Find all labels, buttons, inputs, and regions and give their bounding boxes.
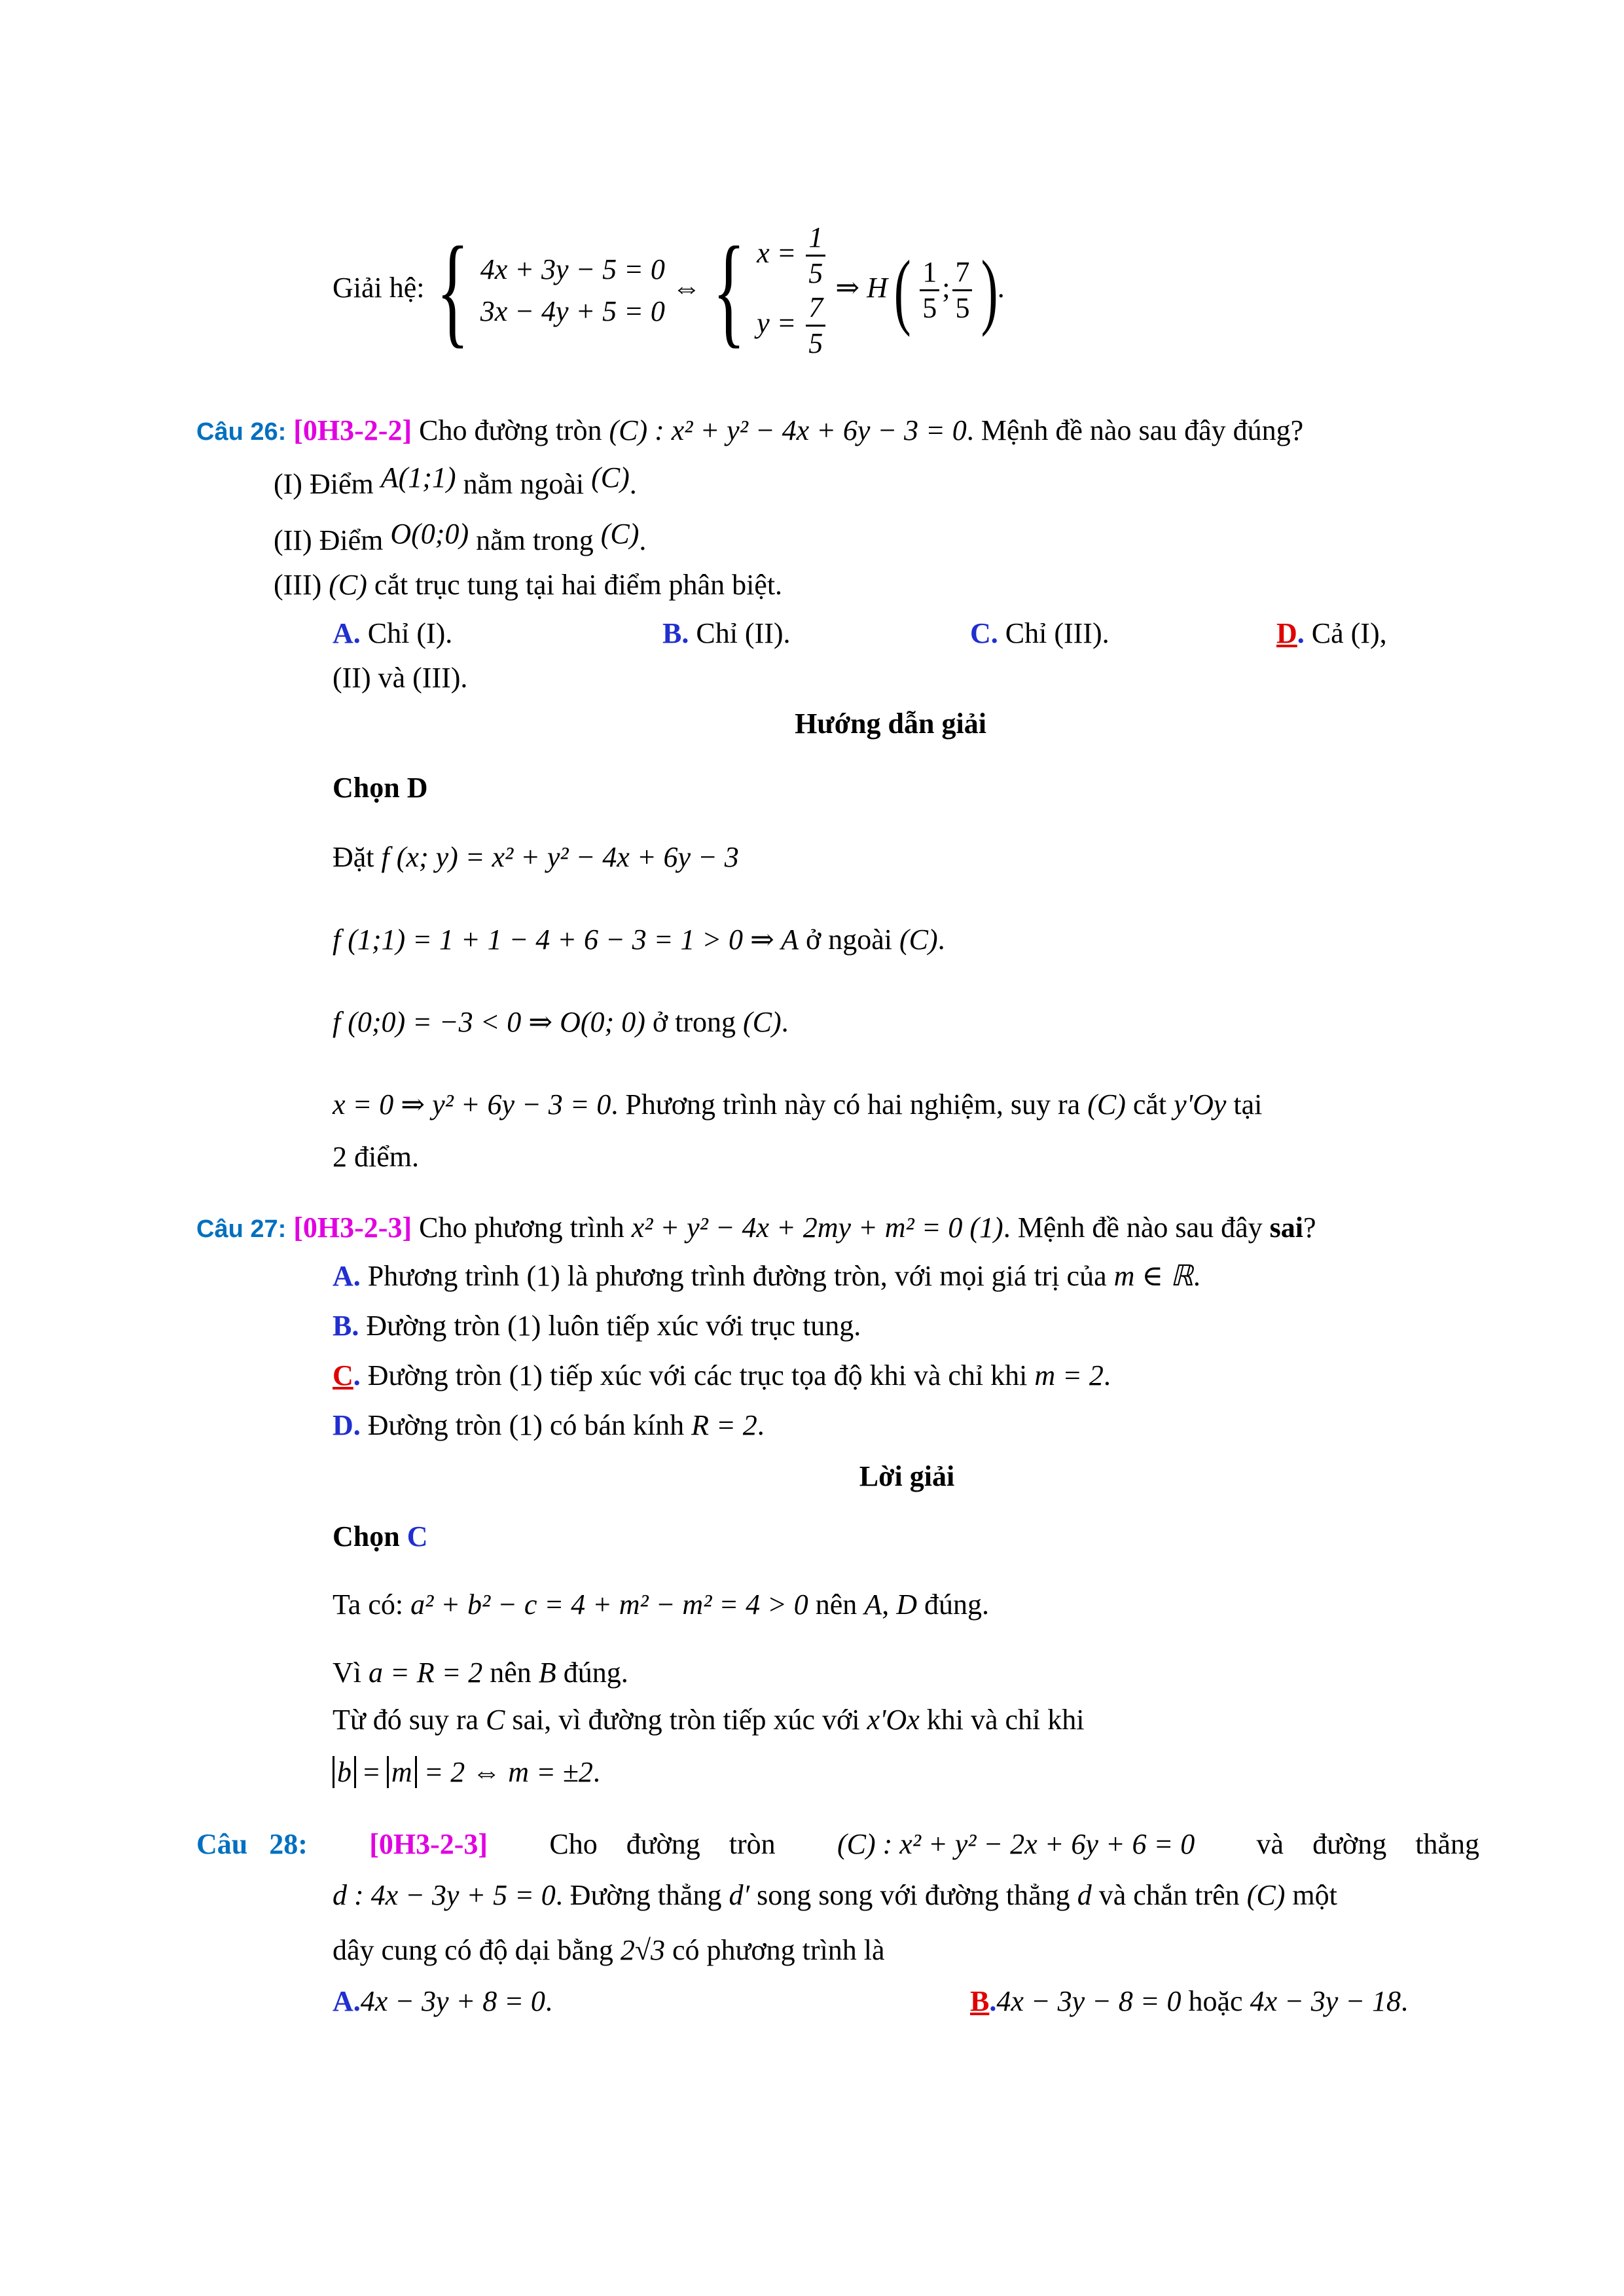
x-fraction [806,221,825,291]
q26-l4-cut: cắt [1132,1088,1167,1121]
h-num1: 1 [920,255,939,291]
x-den: 5 [808,257,823,289]
h-num2: 7 [952,255,972,291]
q28-l2-e: một [1292,1879,1337,1911]
q26-l2-c: (C) [899,924,938,956]
q26-option-c[interactable] [970,615,1110,652]
q28-option-b[interactable] [970,1983,1408,2020]
q28-dprime: d′ [729,1879,750,1911]
q27-l3-c: C [486,1704,505,1736]
q27-optA-math: m ∈ ℝ [1113,1260,1193,1292]
q27-tag: [0H3-2-3] [293,1211,412,1244]
q26-question: . Mệnh đề nào sau đây đúng? [966,414,1304,446]
q28-l3-b: có phương trình là [672,1934,885,1966]
q28-line-2 [333,1877,1337,1914]
q28-d2: d [1077,1879,1092,1911]
q26-choose-text: Chọn D [333,772,428,804]
q26-l1-pre: Đặt [333,841,374,873]
q26-optD-text: Cả (I), [1311,617,1387,649]
q27-sol-title [0,1458,1624,1495]
q28-l2-circle: (C) [1246,1879,1286,1911]
q27-l1-math: a² + b² − c = 4 + m² − m² = 4 > 0 [410,1588,808,1621]
q28-optA-label: A. [333,1985,361,2017]
q27-optD-1: (1) [509,1409,543,1441]
h-den2: 5 [955,292,970,325]
q26-l1-math: f (x; y) = x² + y² − 4x + 6y − 3 [381,841,739,873]
q28-stem-text: Cho đường tròn [549,1828,776,1860]
implies-h: ⇒ H [835,272,888,304]
iff-symbol: ⇔ [672,272,701,304]
y-solution [757,291,828,361]
s1-math: A(1;1) [380,461,456,493]
q26-optD-label: D [1276,617,1297,649]
q27-l1-a: A [864,1588,882,1621]
q26-equation: (C) : x² + y² − 4x + 6y − 3 = 0 [609,414,967,446]
open-paren: ( [893,243,911,338]
q26-sol-line-2: f (1;1) = 1 + 1 − 4 + 6 − 3 = 1 > 0 ⇒ A ở ngoài (C). [333,924,945,956]
y-fraction [806,291,825,361]
q26-stem [196,412,1303,450]
h-den1: 5 [922,292,937,325]
q27-l4-end: . [592,1756,600,1788]
q27-optC-text: Đường tròn [367,1359,502,1391]
q27-l1-pre: Ta có: [333,1588,404,1621]
q28-optB-end: . [1401,1985,1409,2017]
q27-stem [196,1210,1316,1247]
q27-optB-text: Đường tròn [366,1310,501,1342]
q27-option-a[interactable] [333,1258,1200,1295]
q27-optB-1: (1) [507,1310,541,1342]
q27-l2-pre: Vì [333,1657,361,1689]
s1-mid: nằm ngoài [463,468,585,500]
q26-optB-label: B. [662,617,689,649]
q27-l3-mid: sai, vì đường tròn tiếp xúc với [512,1704,860,1736]
q27-choose-letter: C [406,1520,428,1552]
q26-l4-math: x = 0 ⇒ y² + 6y − 3 = 0 [333,1088,611,1121]
system-solution [757,221,828,361]
s2-pre: (II) Điểm [274,524,384,556]
q26-optB-text: Chỉ (II). [696,617,791,649]
q27-optD-label: D. [333,1409,361,1441]
q26-optC-text: Chỉ (III). [1005,617,1110,649]
s2-mid: nằm trong [476,524,594,556]
q27-optA-end: . [1193,1260,1200,1292]
q28-stem [196,1826,1479,1863]
system-equations [480,249,665,332]
q26-optD-dot: . [1297,617,1305,649]
s3-pre: (III) [274,569,322,601]
s3-c: (C) [329,569,367,601]
q27-optA-rest: là phương trình đường tròn, với mọi giá trị của [567,1260,1107,1292]
q26-l2-math: f (1;1) = 1 + 1 − 4 + 6 − 3 = 1 > 0 ⇒ A [333,924,799,956]
q26-tag: [0H3-2-2] [293,414,412,446]
q28-optA-text: 4x − 3y + 8 = 0 [360,1985,545,2017]
y-eq: y = [757,306,797,339]
q26-l3-rest: ở trong [652,1006,736,1038]
q27-l4-eq: = [363,1756,380,1788]
q27-stem-text: Cho phương trình [419,1211,624,1244]
q26-option-d[interactable] [1276,615,1387,652]
q27-optD-math: R = 2 [691,1409,757,1441]
q27-sol-line-4 [333,1754,600,1791]
q28-optA-end: . [545,1985,552,2017]
q27-optD-text: Đường tròn [367,1409,502,1441]
left-brace-2: { [712,221,746,359]
q26-optA-label: A. [333,617,361,649]
q26-sol-line-1 [333,839,739,876]
q27-optC-dot: . [353,1359,361,1391]
q26-choose [333,770,428,806]
q28-optB-text: 4x − 3y − 8 = 0 [996,1985,1182,2017]
q27-optB-rest: luôn tiếp xúc với trục tung. [548,1310,861,1342]
q26-l3-c: (C) [743,1006,782,1038]
q26-l4-rest: . Phương trình này có hai nghiệm, suy ra [611,1088,1081,1121]
sol-title: Lời giải [859,1460,955,1492]
q27-equation: x² + y² − 4x + 2my + m² = 0 (1) [631,1211,1003,1244]
q26-statement-1: (I) Điểm A(1;1) nằm ngoài (C). [274,461,637,500]
q28-l2-c: và chắn trên [1098,1879,1240,1911]
q28-option-a[interactable] [333,1983,552,2020]
q26-l3-math: f (0;0) = −3 < 0 ⇒ O(0; 0) [333,1006,645,1038]
q27-label: Câu 27: [196,1215,287,1243]
h-frac2 [952,255,972,325]
q27-choose [333,1518,428,1555]
q28-tag: [0H3-2-3] [369,1828,488,1860]
q26-optD-cont: (II) và (III). [333,662,468,694]
guide-title: Hướng dẫn giải [795,708,986,740]
system-eq1: 4x + 3y − 5 = 0 [480,253,665,285]
q27-l2-b: B [538,1657,556,1689]
q28-label: Câu 28: [196,1828,308,1860]
q28-l3-math: 2√3 [620,1934,666,1966]
q26-option-d-cont [333,660,467,696]
q26-label: Câu 26: [196,418,287,446]
q27-l1-d: D [896,1588,917,1621]
q27-optC-1: (1) [509,1359,543,1391]
q27-l2-mid: nên [490,1657,532,1689]
q27-option-c[interactable] [333,1357,1111,1394]
q27-l3-pre: Từ đó suy ra [333,1704,479,1736]
q27-sol-line-2 [333,1655,628,1691]
q27-option-b[interactable] [333,1308,861,1344]
q27-l3-axis: x'Ox [867,1704,920,1736]
close-paren: ) [981,243,999,338]
q26-statement-2: (II) Điểm O(0;0) nằm trong (C). [274,518,647,556]
q28-optB-or: hoặc [1188,1985,1243,2017]
q26-sol-line-4 [333,1086,1262,1123]
q27-l2-end: đúng. [563,1657,628,1689]
q28-equation: (C) : x² + y² − 2x + 6y + 6 = 0 [837,1828,1195,1860]
q28-and-line: và đường thẳng [1256,1828,1479,1860]
y-den: 5 [808,327,823,360]
q27-optC-rest: tiếp xúc với các trục tọa độ khi và chỉ khi [549,1359,1028,1391]
s1-pre: (I) Điểm [274,468,374,500]
q28-optB-label: B [970,1985,990,2017]
q28-l3-a: dây cung có độ dại bằng [333,1934,613,1966]
q28-line-3 [333,1932,885,1969]
s2-c: (C) [600,518,640,550]
q26-optA-text: Chỉ (I). [367,617,453,649]
q26-l4-c: (C) [1087,1088,1126,1121]
x-solution [757,221,828,291]
q26-l4-axis: y'Oy [1174,1088,1227,1121]
q28-optB-2: 4x − 3y − 18 [1250,1985,1401,2017]
q27-l4-m: m [387,1756,417,1788]
q26-l5: 2 điểm. [333,1141,419,1173]
q26-sol-line-5 [333,1139,419,1175]
q26-l4-at: tại [1233,1088,1263,1121]
q27-optC-math: m = 2 [1034,1359,1104,1391]
s2-math: O(0;0) [390,518,469,550]
x-num: 1 [806,221,825,257]
q27-l2-math: a = R = 2 [369,1657,483,1689]
q27-optC-end: . [1103,1359,1111,1391]
q26-sol-line-3: f (0;0) = −3 < 0 ⇒ O(0; 0) ở trong (C). [333,1006,789,1038]
q27-l4-rest: = 2 ⇔ m = ±2 [424,1756,593,1788]
left-brace: { [436,221,469,359]
q27-optA-1: (1) [526,1260,560,1292]
q26-option-b[interactable] [662,615,791,652]
q28-l2-a: . Đường thẳng [555,1879,722,1911]
q27-l1-comma: , [882,1588,890,1621]
system-eq2: 3x − 4y + 5 = 0 [480,295,665,327]
s1-c: (C) [591,461,630,493]
q27-optB-label: B. [333,1310,359,1342]
q28-l2-b: song song với đường thẳng [757,1879,1070,1911]
h-sep: ; [942,272,950,304]
q27-sol-line-1 [333,1587,989,1623]
system-solution-line [333,196,1005,380]
h-frac1 [920,255,939,325]
q27-l1-mid: nên [815,1588,857,1621]
q27-optC-label: C [333,1359,353,1391]
q26-stem-text: Cho đường tròn [419,414,602,446]
q26-optC-label: C. [970,617,998,649]
solve-label: Giải hệ: [333,272,425,304]
y-num: 7 [806,291,825,327]
q27-option-d[interactable] [333,1407,765,1444]
q28-line-d: d : 4x − 3y + 5 = 0 [333,1879,556,1911]
s3-rest: cắt trục tung tại hai điểm phân biệt. [374,569,783,601]
x-eq: x = [757,236,797,269]
q27-optA-text: Phương trình [367,1260,520,1292]
q27-optA-label: A. [333,1260,361,1292]
q27-optD-end: . [757,1409,765,1441]
q27-sol-line-3 [333,1702,1084,1738]
q27-optD-rest: có bán kính [549,1409,685,1441]
top-end: . [997,272,1005,304]
q27-l4-b: b [333,1756,356,1788]
q26-guide-title [0,706,1624,742]
q27-l3-end: khi và chỉ khi [926,1704,1085,1736]
q28-optB-dot: . [989,1985,997,2017]
q27-l1-end: đúng. [924,1588,989,1621]
q27-qmark: ? [1303,1211,1316,1244]
q26-option-a[interactable] [333,615,452,652]
q27-sai: sai [1269,1211,1303,1244]
q26-l2-rest: ở ngoài [805,924,893,956]
q27-question: . Mệnh đề nào sau đây [1003,1211,1263,1244]
q27-choose-pre: Chọn [333,1520,400,1552]
q26-statement-3 [274,567,782,603]
